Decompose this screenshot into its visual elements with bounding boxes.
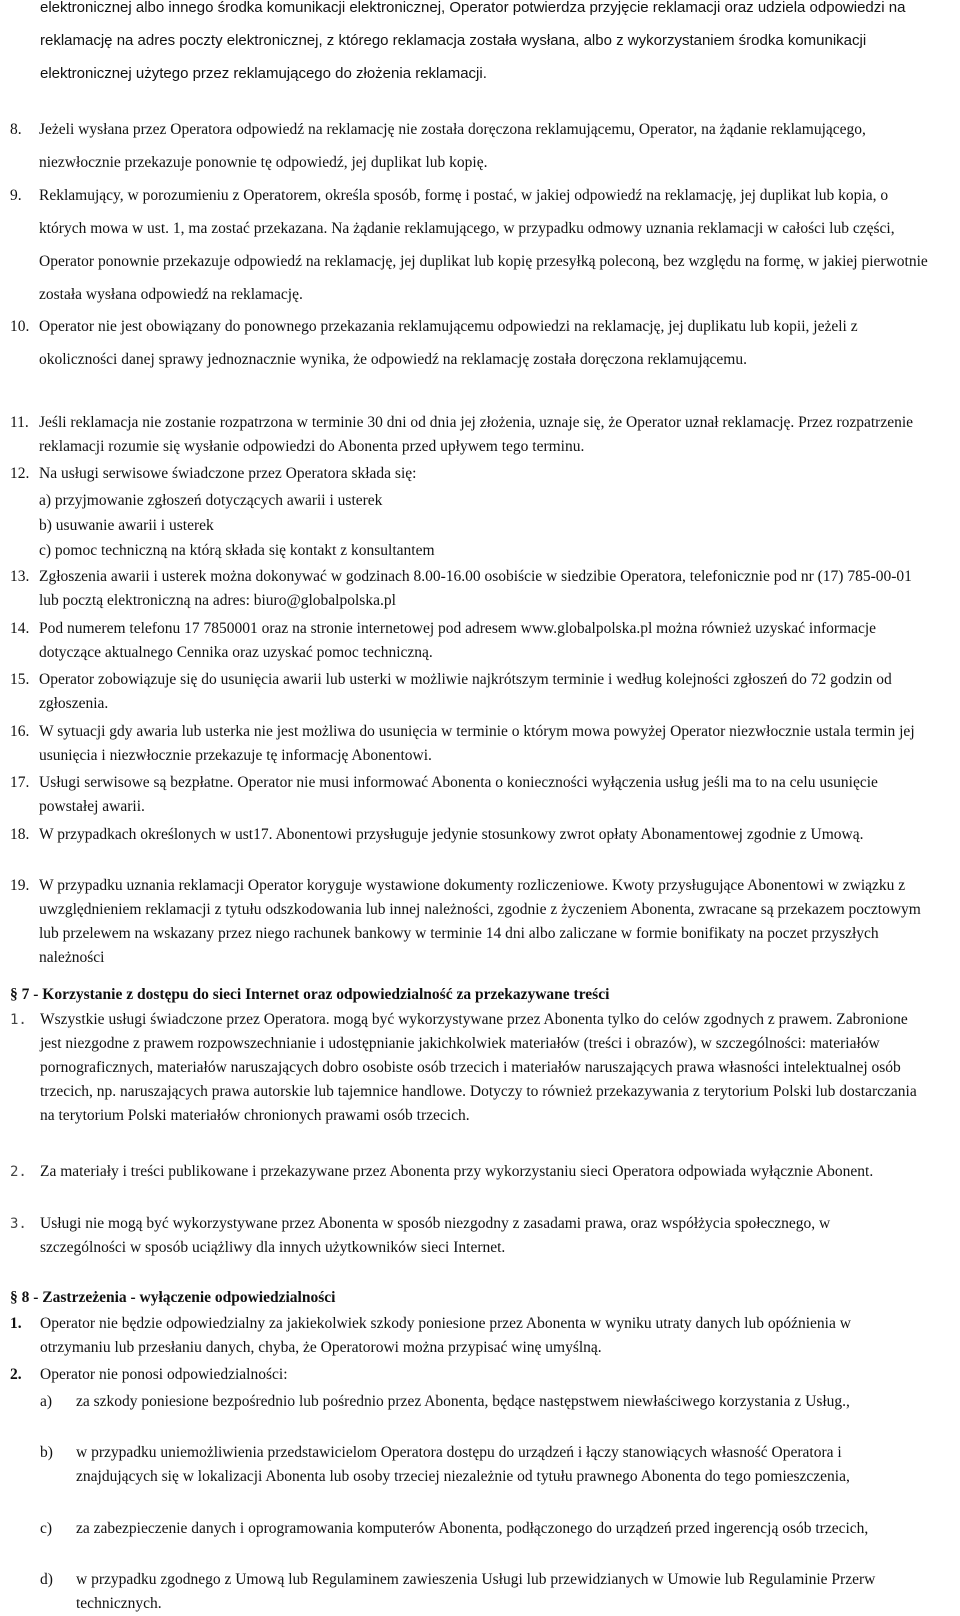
subitem-letter: b) [40,1444,53,1461]
item-number: 3. [10,1216,27,1232]
item-number: 2. [10,1366,22,1383]
item-text: Operator zobowiązuje się do usunięcia awarii lub usterki w możliwie najkrótszym terminie i według kolejności zgłoszeń do 72 godzin od zgłoszenia. [39,671,892,712]
service-c: c) pomoc techniczną na którą składa się kontakt z konsultantem [39,542,435,559]
item-text: Usługi nie mogą być wykorzystywane przez Abonenta w sposób niezgodny z zasadami prawa, oraz współżycia społecznego, w szczególności w sposób uciążliwy dla innych użytkowników sieci Internet. [40,1215,831,1256]
list-item-8 [0,113,930,179]
service-b: b) usuwanie awarii i usterek [39,517,214,534]
subitem-letter: c) [40,1520,53,1537]
section-7-item-2 [0,1160,920,1184]
list-item-19 [0,874,930,970]
list-item-18 [0,823,930,847]
item-text: Jeśli reklamacja nie zostanie rozpatrzona w terminie 30 dni od dnia jej złożenia, uznaje się, że Operator uznał reklamację. Przez rozpatrzenie reklamacji rozumie się wysłanie odpowiedzi do Abonenta przed upływem tego terminu. [39,414,914,455]
item-number: 17. [10,774,30,791]
item-number: 11. [10,414,29,431]
item-number: 16. [10,723,30,740]
item-text: Pod numerem telefonu 17 7850001 oraz na stronie internetowej pod adresem www.globalpolska.pl można również uzyskać informacje dotyczące aktualnego Cennika oraz uzyskać pomoc techniczną. [39,620,877,661]
item-text: Zgłoszenia awarii i usterek można dokonywać w godzinach 8.00-16.00 osobiście w siedzibie Operatora, telefonicznie pod nr (17) 785-00-01 lub pocztą elektroniczną na adres: biuro@globalpolska.pl [39,568,912,609]
subitem-letter: a) [40,1393,53,1410]
list-item-9 [0,179,930,311]
item-number: 8. [10,121,22,138]
item-text: Operator nie będzie odpowiedzialny za jakiekolwiek szkody poniesione przez Abonenta w wyniku utraty danych lub opóźnienia w otrzymaniu lub przesłaniu danych, chyba, że Operatorowi można przypisać winę umyślną. [40,1315,851,1356]
section-8-item-2 [0,1363,920,1387]
item-number: 14. [10,620,30,637]
item-text: Operator nie ponosi odpowiedzialności: [40,1366,288,1383]
subitem-text: w przypadku uniemożliwienia przedstawicielom Operatora dostępu do urządzeń i łączy stanowiących własność Operatora i znajdujących się w lokalizacji Abonenta lub osoby trzeciej niezależnie od tytułu prawnego Abonenta do tego pomieszczenia, [76,1444,850,1485]
item-number: 10. [10,318,30,335]
section-7-item-1 [0,1008,920,1128]
section-7-item-3 [0,1212,920,1260]
item-text: W przypadkach określonych w ust17. Abonentowi przysługuje jedynie stosunkowy zwrot opłaty Abonamentowej zgodnie z Umową. [39,826,864,843]
item-number: 2. [10,1164,27,1180]
lead-paragraph: elektronicznej albo innego środka komunikacji elektronicznej, Operator potwierdza przyjęcie reklamacji oraz udziela odpowiedzi na reklamację na adres poczty elektronicznej, z którego reklamacja została wysłana, albo z wykorzystaniem środka komunikacji elektronicznej użytego przez reklamującego do złożenia reklamacji. [40,0,906,82]
list-item-10 [0,310,930,376]
item-text: Za materiały i treści publikowane i przekazywane przez Abonenta przy wykorzystaniu sieci Operatora odpowiada wyłącznie Abonent. [40,1163,874,1180]
list-item-16 [0,720,930,768]
item-text: Reklamujący, w porozumieniu z Operatorem, określa sposób, formę i postać, w jakiej odpowiedź na reklamację, jej duplikat lub kopia, o których mowa w ust. 1, ma zostać przekazana. Na żądanie reklamującego, w przypadku odmowy uznania reklamacji w całości lub części, Operator ponownie przekazuje odpowiedź na reklamację, jej duplikat lub kopię przesyłką poleconą, bez względu na formę, w jakiej pierwotnie została wysłana odpowiedź na reklamację. [39,187,928,303]
item-text: W sytuacji gdy awaria lub usterka nie jest możliwa do usunięcia w terminie o którym mowa powyżej Operator niezwłocznie ustala termin jej usunięcia i niezwłocznie przekazuje tę informację Abonentowi. [39,723,915,764]
list-item-13 [0,565,930,613]
item-number: 19. [10,877,30,894]
item-text: Na usługi serwisowe świadczone przez Operatora składa się: [39,465,417,482]
subitem-text: za zabezpieczenie danych i oprogramowania komputerów Abonenta, podłączonego do urządzeń przed ingerencją osób trzecich, [76,1520,869,1537]
service-a: a) przyjmowanie zgłoszeń dotyczących awarii i usterek [39,492,383,509]
item-text: Usługi serwisowe są bezpłatne. Operator nie musi informować Abonenta o konieczności wyłączenia usług jeśli ma to na celu usunięcie powstałej awarii. [39,774,878,815]
subitem-text: w przypadku zgodnego z Umową lub Regulaminem zawieszenia Usługi lub przewidzianych w Umowie lub Regulaminie Przerw technicznych. [76,1571,876,1612]
item-text: Wszystkie usługi świadczone przez Operatora. mogą być wykorzystywane przez Abonenta tylko do celów zgodnych z prawem. Zabronione jest niezgodne z prawem rozpowszechnianie i udostępnianie jakichkolwiek materiałów (treści i obrazów), w szczególności: materiałów pornograficznych, materiałów naruszających dobro osobiste osób trzecich i materiałów naruszających prawa własności intelektualnej osób trzecich, np. naruszających prawa autorskie lub tajemnice handlowe. Dotyczy to również przekazywania z terytorium Polski lub dostarczania na terytorium Polski materiałów chronionych prawami osób trzecich. [40,1011,917,1124]
section-8-heading: § 8 - Zastrzeżenia - wyłączenie odpowiedzialności [10,1289,336,1306]
section-8-subitem-a [0,1390,920,1414]
item-number: 13. [10,568,30,585]
list-item-14 [0,617,930,665]
item-text: Operator nie jest obowiązany do ponownego przekazania reklamującemu odpowiedzi na reklamację, jej duplikatu lub kopii, jeżeli z okoliczności danej sprawy jednoznacznie wynika, że odpowiedź na reklamację została doręczona reklamującemu. [39,318,858,368]
list-item-17 [0,771,930,819]
item-text: W przypadku uznania reklamacji Operator koryguje wystawione dokumenty rozliczeniowe. Kwoty przysługujące Abonentowi w związku z uwzględnieniem reklamacji z tytułu odszkodowania lub innej należności, zgodnie z życzeniem Abonenta, zwracane są przekazem pocztowym lub przelewem na wskazany przez niego rachunek bankowy w terminie 14 dni albo zaliczane w formie bonifikaty na poczet przyszłych należności [39,877,921,966]
item-number: 1. [10,1315,22,1332]
list-item-11 [0,411,930,459]
item-number: 18. [10,826,30,843]
list-item-15 [0,668,930,716]
section-8-subitem-b [0,1441,920,1489]
section-7-heading: § 7 - Korzystanie z dostępu do sieci Internet oraz odpowiedzialność za przekazywane treści [10,986,610,1003]
subitem-text: za szkody poniesione bezpośrednio lub pośrednio przez Abonenta, będące następstwem niewłaściwego korzystania z Usług., [76,1393,850,1410]
item-number: 1. [10,1012,27,1028]
item-text: Jeżeli wysłana przez Operatora odpowiedź na reklamację nie została doręczona reklamującemu, Operator, na żądanie reklamującego, niezwłocznie przekazuje ponownie tę odpowiedź, jej duplikat lub kopię. [39,121,866,171]
subitem-letter: d) [40,1571,53,1588]
item-number: 12. [10,465,30,482]
item-number: 9. [10,187,22,204]
section-8-subitem-c [0,1517,920,1541]
section-8-item-1 [0,1312,920,1360]
list-item-12 [0,462,930,486]
item-number: 15. [10,671,30,688]
section-8-subitem-d [0,1568,920,1616]
